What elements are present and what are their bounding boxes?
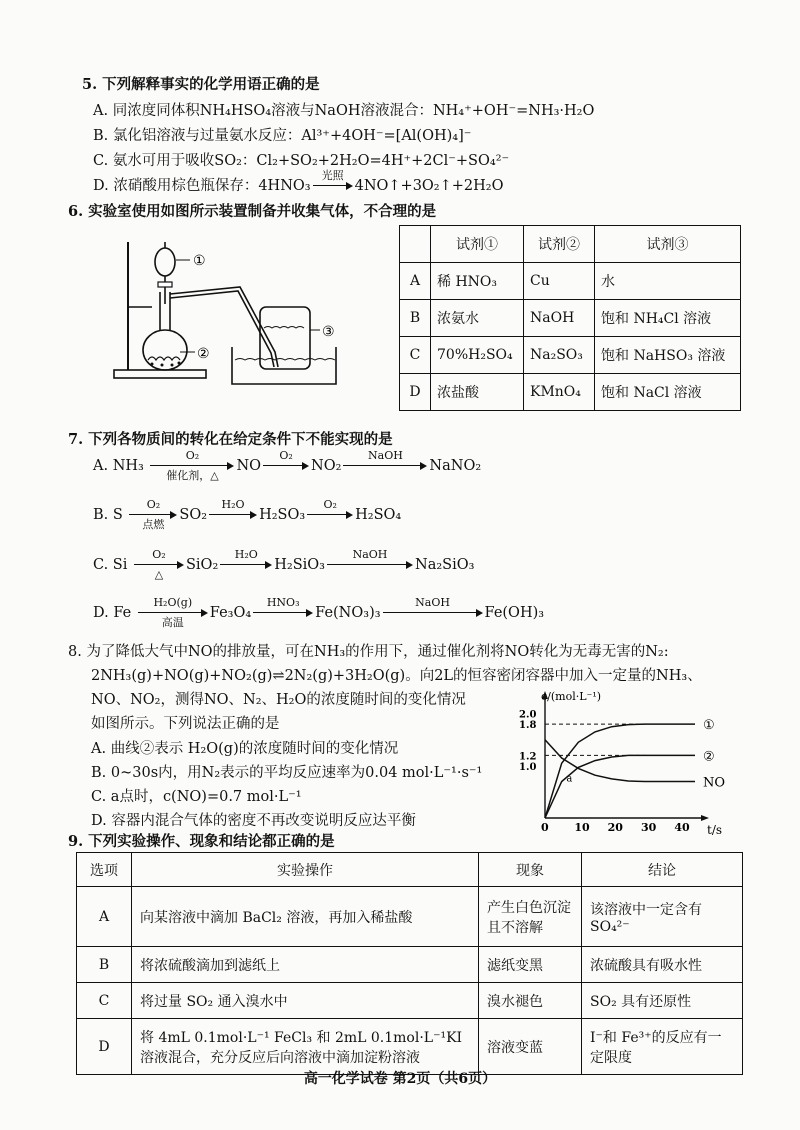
series-line-1 bbox=[545, 724, 695, 818]
cell: 浓硫酸具有吸水性 bbox=[582, 947, 743, 983]
q9-experiment-table bbox=[76, 852, 743, 1075]
species: H₂SO₄ bbox=[355, 507, 402, 523]
arrow-top: O₂ bbox=[279, 449, 293, 462]
table-row bbox=[77, 887, 743, 947]
arrow-condition: 光照 bbox=[321, 169, 344, 182]
cell: KMnO₄ bbox=[524, 374, 595, 411]
q9-stem: 9. 下列实验操作、现象和结论都正确的是 bbox=[68, 833, 335, 850]
cell: I⁻和 Fe³⁺的反应有一定限度 bbox=[582, 1019, 743, 1075]
cell: A bbox=[77, 887, 132, 947]
cell: 溴水褪色 bbox=[479, 983, 582, 1019]
series-label: ② bbox=[703, 749, 715, 765]
cell: C bbox=[77, 983, 132, 1019]
species: D. Fe bbox=[93, 605, 132, 621]
reaction-arrow bbox=[209, 499, 257, 531]
cell: 水 bbox=[595, 263, 741, 300]
arrow-bottom: 催化剂，△ bbox=[166, 469, 219, 482]
label-reagent-2: ② bbox=[197, 346, 210, 362]
series-label: ① bbox=[703, 718, 715, 734]
header-cell: 试剂② bbox=[524, 226, 595, 263]
y-tick-label: 1.2 bbox=[519, 751, 537, 763]
table-row bbox=[400, 263, 741, 300]
cell: 饱和 NH₄Cl 溶液 bbox=[595, 300, 741, 337]
q6-stem: 6. 实验室使用如图所示装置制备并收集气体，不合理的是 bbox=[68, 203, 437, 220]
q7-option-c bbox=[93, 549, 474, 581]
q5-option-c: C. 氨水可用于吸收SO₂：Cl₂+SO₂+2H₂O=4H⁺+2Cl⁻+SO₄²⁻ bbox=[93, 153, 510, 169]
cell: 浓氨水 bbox=[431, 300, 524, 337]
reaction-arrow bbox=[383, 597, 483, 629]
header-cell: 实验操作 bbox=[132, 853, 479, 887]
reaction-arrow bbox=[327, 549, 413, 581]
table-row bbox=[400, 300, 741, 337]
species: Fe(NO₃)₃ bbox=[315, 605, 381, 621]
cell: 将过量 SO₂ 通入溴水中 bbox=[132, 983, 479, 1019]
reaction-arrow bbox=[134, 549, 184, 581]
header-cell bbox=[400, 226, 431, 263]
reaction-arrow bbox=[343, 450, 427, 482]
cell: 该溶液中一定含有 SO₄²⁻ bbox=[582, 887, 743, 947]
q5-stem: 5. 下列解释事实的化学用语正确的是 bbox=[82, 76, 320, 93]
q5-d-reactant: D. 浓硝酸用棕色瓶保存：4HNO₃ bbox=[93, 178, 311, 194]
q5-option-b: B. 氯化铝溶液与过量氨水反应：Al³⁺+4OH⁻=[Al(OH)₄]⁻ bbox=[93, 128, 472, 144]
arrow-top: H₂O bbox=[234, 548, 258, 561]
x-axis-arrow bbox=[701, 815, 709, 821]
x-tick-label: 30 bbox=[641, 821, 657, 834]
header-cell: 试剂① bbox=[431, 226, 524, 263]
header-cell: 试剂③ bbox=[595, 226, 741, 263]
table-header-row bbox=[77, 853, 743, 887]
y-tick-label: 1.0 bbox=[519, 761, 537, 773]
arrow-top: H₂O bbox=[221, 498, 245, 511]
q5-d-product: 4NO↑+3O₂↑+2H₂O bbox=[354, 178, 504, 194]
table-row bbox=[77, 947, 743, 983]
cell: 将 4mL 0.1mol·L⁻¹ FeCl₃ 和 2mL 0.1mol·L⁻¹KI 溶液混合，充分反应后向溶液中滴加淀粉溶液 bbox=[132, 1019, 479, 1075]
cell: C bbox=[400, 337, 431, 374]
reaction-arrow bbox=[253, 597, 313, 629]
point-a-label: a bbox=[566, 773, 573, 785]
q8-stem-line4: 如图所示。下列说法正确的是 bbox=[91, 716, 280, 732]
cell: 饱和 NaCl 溶液 bbox=[595, 374, 741, 411]
arrow-top: O₂ bbox=[323, 498, 337, 511]
apparatus-diagram bbox=[100, 232, 390, 397]
x-tick-label: 0 bbox=[541, 821, 549, 834]
reaction-arrow bbox=[150, 450, 234, 482]
header-cell: 结论 bbox=[582, 853, 743, 887]
species: H₂SiO₃ bbox=[274, 557, 325, 573]
q8-option-d: D. 容器内混合气体的密度不再改变说明反应达平衡 bbox=[91, 813, 416, 829]
species: B. S bbox=[93, 507, 123, 523]
concentration-time-chart bbox=[505, 688, 745, 838]
species: SO₂ bbox=[179, 507, 208, 523]
arrow-top: O₂ bbox=[185, 449, 200, 462]
reaction-arrow bbox=[129, 499, 177, 531]
q8-option-a: A. 曲线②表示 H₂O(g)的浓度随时间的变化情况 bbox=[91, 741, 399, 757]
table-row bbox=[77, 1019, 743, 1075]
reaction-arrow bbox=[138, 597, 208, 629]
series-label: NO bbox=[703, 775, 726, 791]
cell: A bbox=[400, 263, 431, 300]
arrow-top: NaOH bbox=[415, 596, 450, 609]
q5-option-d bbox=[93, 170, 504, 202]
q8-option-c: C. a点时，c(NO)=0.7 mol·L⁻¹ bbox=[91, 789, 302, 805]
x-tick-label: 40 bbox=[674, 821, 690, 834]
species: C. Si bbox=[93, 557, 128, 573]
cell: 饱和 NaHSO₃ 溶液 bbox=[595, 337, 741, 374]
cell: 70%H₂SO₄ bbox=[431, 337, 524, 374]
cell: Cu bbox=[524, 263, 595, 300]
cell: 滤纸变黑 bbox=[479, 947, 582, 983]
arrow-bottom: △ bbox=[154, 568, 164, 581]
q8-stem-line3: NO、NO₂，测得NO、N₂、H₂O的浓度随时间的变化情况 bbox=[91, 692, 466, 708]
y-tick-label: 2.0 bbox=[519, 709, 537, 721]
species: SiO₂ bbox=[185, 557, 219, 573]
x-tick-label: 10 bbox=[574, 821, 590, 834]
series-line-2 bbox=[545, 755, 695, 818]
species: NO₂ bbox=[311, 458, 342, 474]
header-cell: 选项 bbox=[77, 853, 132, 887]
arrow-bottom: 点燃 bbox=[142, 518, 165, 531]
arrow-top: H₂O(g) bbox=[153, 596, 193, 609]
table-row bbox=[400, 337, 741, 374]
reaction-arrow bbox=[263, 450, 309, 482]
cell: SO₂ 具有还原性 bbox=[582, 983, 743, 1019]
arrow-top: NaOH bbox=[368, 449, 403, 462]
x-axis-label: t/s bbox=[707, 823, 723, 837]
table-row bbox=[77, 983, 743, 1019]
species: NO bbox=[236, 458, 262, 474]
cell: Na₂SO₃ bbox=[524, 337, 595, 374]
cell: NaOH bbox=[524, 300, 595, 337]
label-reagent-3: ③ bbox=[322, 324, 335, 340]
q8-option-b: B. 0~30s内，用N₂表示的平均反应速率为0.04 mol·L⁻¹·s⁻¹ bbox=[91, 765, 483, 781]
species: H₂SO₃ bbox=[259, 507, 306, 523]
cell: D bbox=[77, 1019, 132, 1075]
arrow-top: O₂ bbox=[146, 498, 161, 511]
cell: 稀 HNO₃ bbox=[431, 263, 524, 300]
reaction-arrow bbox=[313, 170, 353, 202]
cell: 浓盐酸 bbox=[431, 374, 524, 411]
table-row bbox=[400, 374, 741, 411]
species: NaNO₂ bbox=[429, 458, 482, 474]
q6-reagent-table bbox=[399, 225, 741, 411]
q8-stem-line1: 8. 为了降低大气中NO的排放量，可在NH₃的作用下，通过催化剂将NO转化为无毒无害的N₂: bbox=[68, 644, 669, 660]
arrow-top: HNO₃ bbox=[266, 596, 300, 609]
header-cell: 现象 bbox=[479, 853, 582, 887]
page-footer: 高一化学试卷 第2页（共6页） bbox=[303, 1071, 497, 1087]
table-header-row bbox=[400, 226, 741, 263]
cell: B bbox=[77, 947, 132, 983]
arrow-bottom: 高温 bbox=[161, 616, 184, 629]
species: A. NH₃ bbox=[93, 458, 144, 474]
species: Na₂SiO₃ bbox=[415, 557, 475, 573]
arrow-top: NaOH bbox=[352, 548, 388, 561]
cell: 向某溶液中滴加 BaCl₂ 溶液，再加入稀盐酸 bbox=[132, 887, 479, 947]
q7-option-a bbox=[93, 450, 481, 482]
cell: 将浓硫酸滴加到滤纸上 bbox=[132, 947, 479, 983]
x-tick-label: 20 bbox=[607, 821, 623, 834]
species: Fe₃O₄ bbox=[209, 605, 252, 621]
label-reagent-1: ① bbox=[193, 253, 206, 269]
cell: 产生白色沉淀且不溶解 bbox=[479, 887, 582, 947]
cell: B bbox=[400, 300, 431, 337]
y-tick-label: 1.8 bbox=[519, 720, 537, 732]
reaction-arrow bbox=[307, 499, 353, 531]
q7-option-b bbox=[93, 499, 401, 531]
q7-option-d bbox=[93, 597, 544, 629]
reaction-arrow bbox=[220, 549, 272, 581]
species: Fe(OH)₃ bbox=[484, 605, 545, 621]
q5-option-a: A. 同浓度同体积NH₄HSO₄溶液与NaOH溶液混合：NH₄⁺+OH⁻=NH₃·H₂O bbox=[93, 103, 595, 119]
cell: D bbox=[400, 374, 431, 411]
q8-stem-line2: 2NH₃(g)+NO(g)+NO₂(g)⇌2N₂(g)+3H₂O(g)。向2L的恒容密闭容器中加入一定量的NH₃、 bbox=[91, 668, 702, 684]
cell: 溶液变蓝 bbox=[479, 1019, 582, 1075]
arrow-top: O₂ bbox=[152, 548, 166, 561]
q7-stem: 7. 下列各物质间的转化在给定条件下不能实现的是 bbox=[68, 431, 393, 448]
y-axis-label: c/(mol·L⁻¹) bbox=[541, 690, 602, 703]
